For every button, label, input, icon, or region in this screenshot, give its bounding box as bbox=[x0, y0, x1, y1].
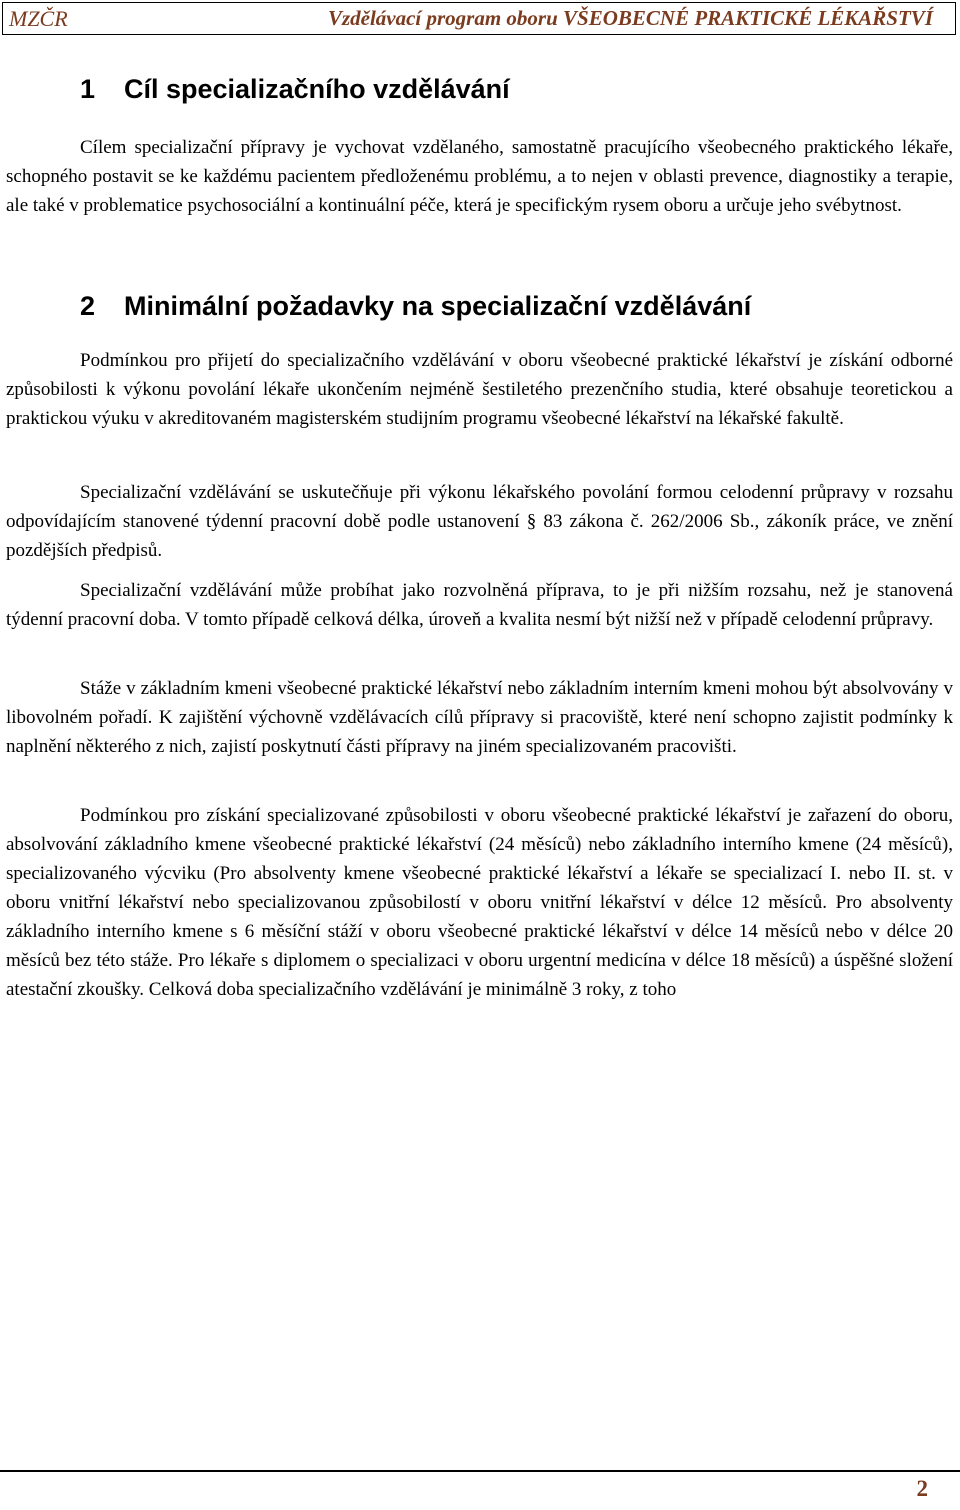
section-1-paragraph: Cílem specializační přípravy je vychovat vzdělaného, samostatně pracujícího všeobecného praktického lékaře, schopného postavit se ke každému pacientem předloženému problému, a to nejen v oblasti prevence, diagnostiky a terapie, ale také v problematice psychosociální a kontinuální péče, která je specifickým rysem oboru a určuje jeho svébytnost. bbox=[6, 137, 953, 216]
section-2-title: Minimální požadavky na specializační vzdělávání bbox=[124, 291, 752, 321]
section-2-number: 2 bbox=[80, 291, 96, 321]
section-1-heading bbox=[80, 74, 510, 105]
section-2-paragraph-2: Specializační vzdělávání se uskutečňuje při výkonu lékařského povolání formou celodenní průpravy v rozsahu odpovídajícím stanovené týdenní pracovní době podle ustanovení § 83 zákona č. 262/2006 Sb., zákoník práce, ve znění pozdějších předpisů. bbox=[6, 482, 953, 561]
section-2-paragraph-4: Stáže v základním kmeni všeobecné praktické lékařství nebo základním interním kmeni mohou být absolvovány v libovolném pořadí. K zajištění výchovně vzdělávacích cílů přípravy si pracoviště, které není schopno zajistit podmínky k naplnění některého z nich, zajistí poskytnutí části přípravy na jiném specializovaném pracovišti. bbox=[6, 678, 953, 757]
section-2-paragraph-5: Podmínkou pro získání specializované způsobilosti v oboru všeobecné praktické lékařství je zařazení do oboru, absolvování základního kmene všeobecné praktické lékařství (24 měsíců) nebo základního interního kmene (24 měsíců), specializovaného výcviku (Pro absolventy kmene všeobecné praktické lékařství a lékaře se specializací I. nebo II. st. v oboru vnitřní lékařství nebo specializovanou způsobilostí v oboru vnitřní lékařství v délce 12 měsíců. Pro absolventy základního interního kmene s 6 měsíční stáží v oboru všeobecné praktické lékařství v délce 14 měsíců nebo v délce 20 měsíců bez této stáže. Pro lékaře s diplomem o specializaci v oboru urgentní medicína v délce 18 měsíců) a úspěšné složení atestační zkoušky. Celková doba specializačního vzdělávání je minimálně 3 roky, z toho bbox=[6, 805, 953, 1000]
footer-divider bbox=[0, 1470, 960, 1472]
header-program-title: Vzdělávací program oboru VŠEOBECNÉ PRAKTICKÉ LÉKAŘSTVÍ bbox=[327, 6, 933, 30]
page-number: 2 bbox=[916, 1476, 928, 1501]
section-2-heading bbox=[80, 291, 751, 322]
section-2-paragraph-1: Podmínkou pro přijetí do specializačního vzdělávání v oboru všeobecné praktické lékařství je získání odborné způsobilosti k výkonu povolání lékaře ukončením nejméně šestiletého prezenčního studia, které obsahuje teoretickou a praktickou výuku v akreditovaném magisterském studijním programu všeobecné lékařství na lékařské fakultě. bbox=[6, 350, 953, 429]
section-2-paragraph-3: Specializační vzdělávání může probíhat jako rozvolněná příprava, to je při nižším rozsahu, než je stanovená týdenní pracovní doba. V tomto případě celková délka, úroveň a kvalita nesmí být nižší než v případě celodenní průpravy. bbox=[6, 580, 953, 630]
section-1-title: Cíl specializačního vzdělávání bbox=[124, 74, 510, 104]
header-ministry-abbrev: MZČR bbox=[9, 6, 68, 31]
page-header bbox=[2, 2, 956, 35]
section-1-number: 1 bbox=[80, 74, 96, 104]
